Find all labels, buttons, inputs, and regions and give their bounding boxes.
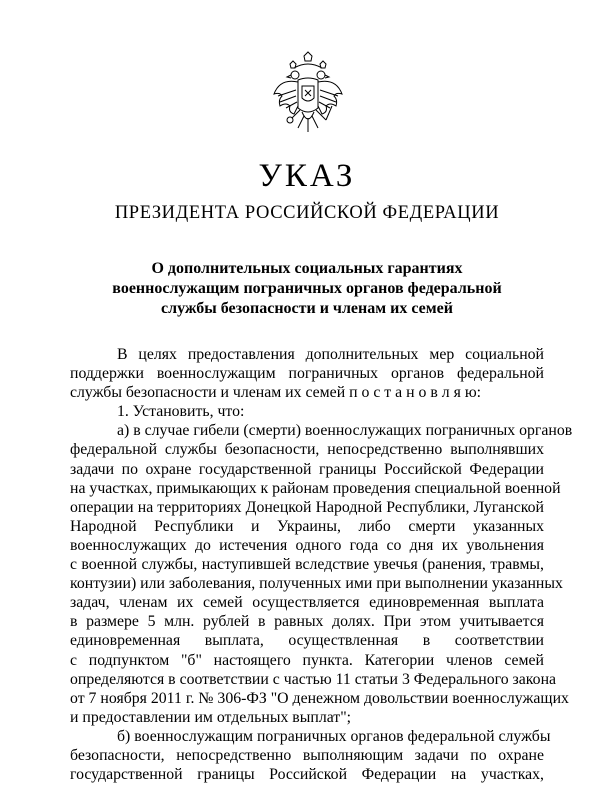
subpoint-a-line: задачи по охране государственной границы Российской Федерации [70,460,544,478]
subpoint-a-line: с подпунктом "б" настоящего пункта. Категории членов семей [70,651,544,669]
subpoint-a-line: и предоставлении им отдельных выплат"; [70,708,352,726]
subpoint-a-line: с военной службы, наступившей вследствие увечья (ранения, травмы, [70,556,544,574]
heading-line: военнослужащим пограничных органов федеральной [112,280,502,297]
document-body [70,345,573,784]
subpoint-a-line: задач, членам их семей осуществляется единовременная выплата [70,594,544,612]
subpoint-b-line: безопасности, непосредственно выполняющим задачи по охране [70,746,544,764]
subpoint-a-line: военнослужащих до истечения одного года со дня их увольнения [70,536,544,554]
subpoint-a-line: определяются в соответствии с частью 11 статьи 3 Федерального закона [70,670,557,688]
subpoint-b-line: б) военнослужащим пограничных органов федеральной службы [117,727,551,745]
subpoint-a-line: Народной Республики и Украины, либо смерти указанных [70,517,544,535]
subpoint-a-line: единовременная выплата, осуществленная в соответствии [70,632,544,650]
subpoint-a-line: от 7 ноября 2011 г. № 306-ФЗ "О денежном довольствии военнослужащих [70,689,569,707]
document-issuer: ПРЕЗИДЕНТА РОССИЙСКОЙ ФЕДЕРАЦИИ [114,203,500,223]
subpoint-a-line: на участках, примыкающих к районам проведения специальной военной [70,479,561,497]
double-headed-eagle-icon [268,50,348,140]
subpoint-a-line: контузии) или заболевания, полученных ими при выполнении указанных [70,575,563,593]
subpoint-a-line: федеральной службы безопасности, непосредственно выполнявших [70,441,544,459]
subpoint-a-line: операции на территориях Донецкой Народной Республики, Луганской [70,498,544,516]
preamble-line: В целях предоставления дополнительных мер социальной [117,346,544,363]
subpoint-a-line: а) в случае гибели (смерти) военнослужащих пограничных органов [117,422,573,440]
document-title: УКАЗ [258,158,356,194]
preamble-line: службы безопасности и членам их семей п о с т а н о в л я ю: [70,384,482,402]
heading-line: службы безопасности и членам их семей [161,300,453,317]
heading-line: О дополнительных социальных гарантиях [151,260,463,277]
subpoint-a-line: в размере 5 млн. рублей в равных долях. При этом учитывается [70,613,544,631]
coat-of-arms-emblem [268,50,348,140]
document-heading [0,259,614,319]
point-1-line: 1. Установить, что: [117,403,245,421]
preamble-line: поддержки военнослужащим пограничных органов федеральной [70,365,544,383]
subpoint-b-line: государственной границы Российской Федерации на участках, [70,766,544,784]
